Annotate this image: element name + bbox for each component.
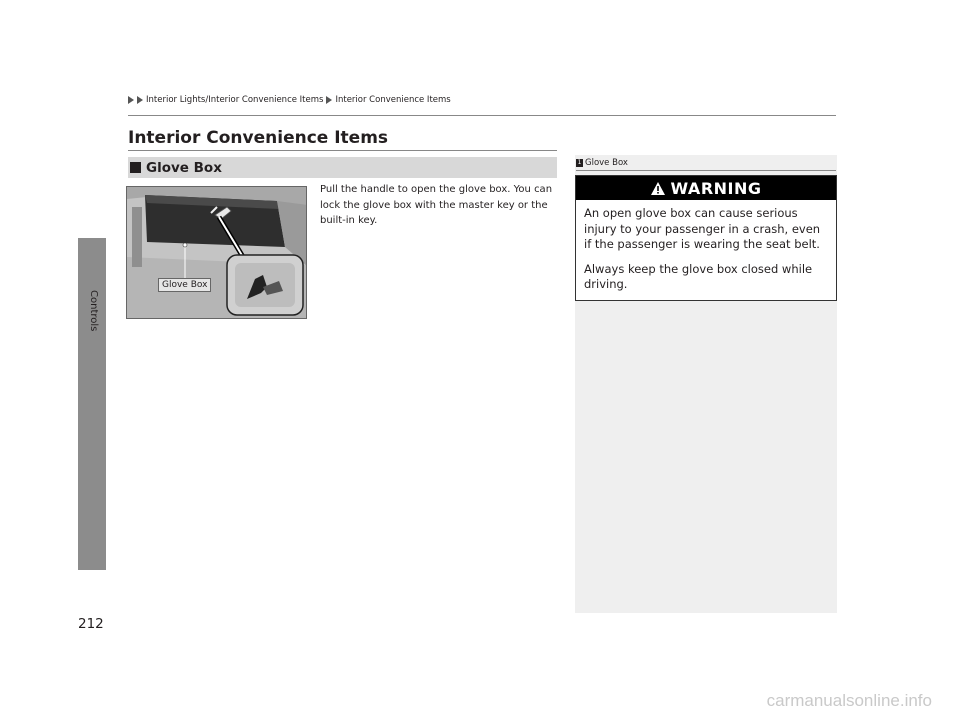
- breadcrumb-arrow-icon: [326, 96, 332, 104]
- glove-box-drawing: [127, 187, 307, 319]
- header-divider: [128, 115, 836, 116]
- warning-header: [576, 176, 836, 200]
- title-divider: [128, 150, 557, 151]
- warning-triangle-icon: [651, 182, 665, 195]
- breadcrumb-item[interactable]: Interior Convenience Items: [335, 95, 451, 105]
- glove-box-callout-label: Glove Box: [158, 278, 211, 292]
- breadcrumb: [128, 95, 451, 105]
- page-title: Interior Convenience Items: [128, 128, 389, 148]
- section-heading: [128, 157, 557, 178]
- side-note-title: Glove Box: [585, 158, 628, 168]
- side-note-divider: [576, 170, 836, 171]
- chapter-tab: [78, 238, 106, 570]
- section-bullet-icon: [130, 162, 141, 173]
- section-title: Glove Box: [146, 159, 222, 176]
- glove-box-instructions: Pull the handle to open the glove box. You can lock the glove box with the master key or the built-in key.: [320, 184, 553, 226]
- warning-title: WARNING: [670, 178, 762, 198]
- warning-paragraph: Always keep the glove box closed while driving.: [584, 261, 813, 291]
- warning-paragraph: An open glove box can cause serious injury to your passenger in a crash, even if the passenger is wearing the seat belt.: [584, 206, 821, 251]
- breadcrumb-item[interactable]: Interior Lights/Interior Convenience Items: [146, 95, 324, 105]
- breadcrumb-arrow-icon: [128, 96, 134, 104]
- warning-box: [575, 175, 837, 301]
- note-reference-icon: 1: [577, 159, 582, 166]
- breadcrumb-arrow-icon: [137, 96, 143, 104]
- side-note-heading: [576, 158, 628, 168]
- watermark: carmanualsonline.info: [766, 691, 932, 710]
- chapter-tab-label: Controls: [88, 290, 99, 332]
- page-number: 212: [78, 616, 104, 632]
- glove-box-illustration: [126, 186, 307, 319]
- warning-body: [576, 200, 836, 293]
